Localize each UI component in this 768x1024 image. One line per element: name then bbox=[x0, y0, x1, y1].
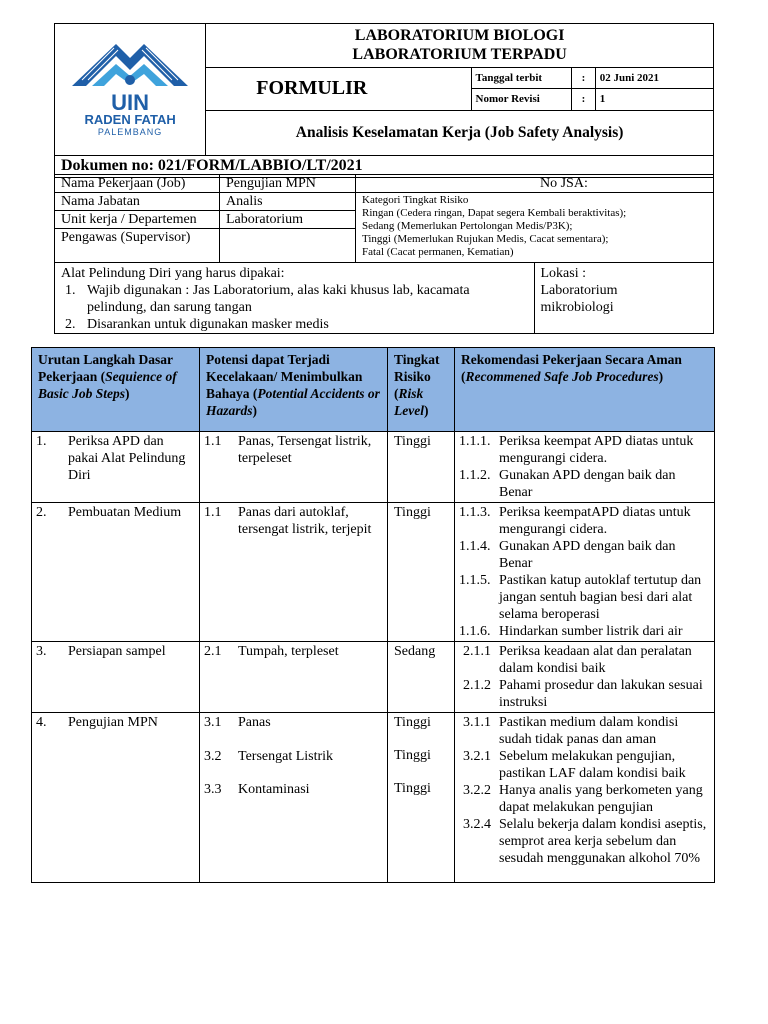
step-cell bbox=[32, 713, 200, 883]
analysis-title: Analisis Keselamatan Kerja (Job Safety Analysis) bbox=[206, 110, 714, 155]
lab-title: LABORATORIUM BIOLOGI bbox=[354, 27, 565, 45]
col-header-steps: Urutan Langkah Dasar Pekerjaan (Sequience of Basic Job Steps) bbox=[32, 348, 200, 432]
risk-level: Tinggi bbox=[394, 715, 431, 730]
revisi-value: 1 bbox=[595, 89, 713, 110]
apd-item bbox=[61, 316, 534, 333]
apd-item-text: Wajib digunakan : Jas Laboratorium, alas kaki khusus lab, kacamata pelindung, dan sarung tangan bbox=[87, 283, 470, 315]
logo-city: PALEMBANG bbox=[97, 127, 163, 138]
apd-item-number: 2. bbox=[65, 317, 76, 332]
rec-number: 1.1.2. bbox=[459, 468, 491, 483]
rec-number: 2.1.2 bbox=[463, 678, 491, 693]
step-number: 1. bbox=[36, 434, 47, 449]
rec-text: Pahami prosedur dan lakukan sesuai instruksi bbox=[499, 678, 703, 710]
step-number: 3. bbox=[36, 644, 47, 659]
rec-number: 3.2.1 bbox=[463, 749, 491, 764]
unit-label: Unit kerja / Departemen bbox=[55, 211, 220, 229]
tanggal-value: 02 Juni 2021 bbox=[595, 67, 713, 88]
nama-pekerjaan-value: Pengujian MPN bbox=[220, 175, 356, 193]
apd-cell bbox=[55, 263, 535, 334]
col-header-risk: Tingkat Risiko (Risk Level) bbox=[388, 348, 455, 432]
lokasi-cell bbox=[534, 263, 714, 334]
kategori-tinggi: Tinggi (Memerlukan Rujukan Medis, Cacat sementara); bbox=[362, 233, 609, 245]
jsa-table bbox=[31, 347, 715, 883]
document-header bbox=[54, 23, 714, 178]
rec-text: Periksa keadaan alat dan peralatan dalam kondisi baik bbox=[499, 644, 692, 676]
logo-subtitle: RADEN FATAH bbox=[84, 112, 176, 128]
job-info-table bbox=[54, 174, 714, 334]
nama-jabatan-label: Nama Jabatan bbox=[55, 193, 220, 211]
rec-text: Hindarkan sumber listrik dari air bbox=[499, 624, 683, 639]
step-number: 2. bbox=[36, 505, 47, 520]
rec-text: Pastikan medium dalam kondisi sudah tidak panas dan aman bbox=[499, 715, 679, 747]
apd-item-number: 1. bbox=[65, 283, 76, 298]
hazard-number: 3.3 bbox=[204, 782, 222, 797]
hazard-text: Tumpah, terpleset bbox=[238, 644, 339, 659]
no-jsa-label: No JSA: bbox=[534, 175, 714, 193]
hazard-text: Panas dari autoklaf, tersengat listrik, terjepit bbox=[238, 505, 372, 537]
nama-pekerjaan-label: Nama Pekerjaan (Job) bbox=[55, 175, 220, 193]
rec-text: Hanya analis yang berkometen yang dapat melakukan pengujian bbox=[499, 783, 703, 815]
col-header-recommend-title: Rekomendasi Pekerjaan Secara Aman bbox=[461, 352, 682, 367]
recommend-cell bbox=[455, 432, 715, 503]
rec-number: 3.2.4 bbox=[463, 817, 491, 832]
hazard-text: Kontaminasi bbox=[238, 782, 310, 797]
recommend-cell bbox=[455, 713, 715, 883]
risk-level: Tinggi bbox=[388, 432, 455, 503]
table-row bbox=[32, 713, 715, 883]
revisi-label: Nomor Revisi bbox=[471, 89, 572, 110]
table-row bbox=[32, 432, 715, 503]
step-cell bbox=[32, 503, 200, 642]
tanggal-colon: : bbox=[572, 67, 596, 88]
apd-item-text: Disarankan untuk digunakan masker medis bbox=[87, 317, 329, 332]
pengawas-label: Pengawas (Supervisor) bbox=[55, 229, 220, 263]
lab-title-cell bbox=[206, 24, 714, 68]
pengawas-value bbox=[220, 229, 356, 263]
lokasi-value: Laboratorium mikrobiologi bbox=[540, 283, 618, 315]
hazard-number: 2.1 bbox=[204, 644, 222, 659]
rec-text: Periksa keempatAPD diatas untuk mengurangi cidera. bbox=[499, 505, 691, 537]
col-header-hazards: Potensi dapat Terjadi Kecelakaan/ Menimbulkan Bahaya (Potential Accidents or Hazards) bbox=[200, 348, 388, 432]
step-text: Persiapan sampel bbox=[68, 644, 166, 659]
step-text: Pembuatan Medium bbox=[68, 505, 182, 520]
col-header-recommend: Rekomendasi Pekerjaan Secara Aman (Recommened Safe Job Procedures) bbox=[455, 348, 715, 432]
dokumen-number: Dokumen no: 021/FORM/LABBIO/LT/2021 bbox=[55, 155, 714, 177]
col-header-steps-en: Sequience of Basic Job Steps bbox=[38, 369, 177, 401]
hazard-cell bbox=[200, 713, 388, 883]
logo-mountain-icon bbox=[70, 40, 190, 88]
rec-text: Selalu bekerja dalam kondisi aseptis, semprot area kerja sebelum dan sesudah menggunakan alkohol 70% bbox=[499, 817, 707, 866]
hazard-cell bbox=[200, 642, 388, 713]
step-cell bbox=[32, 432, 200, 503]
step-text: Periksa APD dan pakai Alat Pelindung Diri bbox=[68, 434, 186, 483]
hazard-number: 3.2 bbox=[204, 749, 222, 764]
apd-item bbox=[61, 282, 534, 316]
risk-level: Tinggi bbox=[394, 781, 431, 796]
hazard-number: 1.1 bbox=[204, 434, 222, 449]
step-number: 4. bbox=[36, 715, 47, 730]
rec-text: Periksa keempat APD diatas untuk mengurangi cidera. bbox=[499, 434, 694, 466]
rec-text: Pastikan katup autoklaf tertutup dan jangan sentuh bagian besi dari alat selama beroperasi bbox=[499, 573, 702, 622]
kategori-risiko bbox=[356, 193, 714, 263]
col-header-risk-title: Tingkat Risiko bbox=[394, 352, 440, 384]
rec-number: 1.1.5. bbox=[459, 573, 491, 588]
logo-cell bbox=[55, 24, 206, 156]
empty-cell bbox=[356, 175, 535, 193]
lab-subtitle: LABORATORIUM TERPADU bbox=[352, 46, 567, 64]
kategori-fatal: Fatal (Cacat permanen, Kematian) bbox=[362, 246, 514, 258]
col-header-steps-title: Urutan Langkah Dasar Pekerjaan bbox=[38, 352, 173, 384]
hazard-text: Panas, Tersengat listrik, terpeleset bbox=[238, 434, 372, 466]
apd-title: Alat Pelindung Diri yang harus dipakai: bbox=[61, 266, 285, 281]
table-row bbox=[32, 642, 715, 713]
rec-number: 1.1.4. bbox=[459, 539, 491, 554]
rec-text: Gunakan APD dengan baik dan Benar bbox=[499, 468, 676, 500]
rec-number: 2.1.1 bbox=[463, 644, 491, 659]
recommend-cell bbox=[455, 503, 715, 642]
table-row bbox=[32, 503, 715, 642]
kategori-title: Kategori Tingkat Risiko bbox=[362, 194, 469, 206]
rec-number: 1.1.6. bbox=[459, 624, 491, 639]
hazard-cell bbox=[200, 503, 388, 642]
risk-level: Tinggi bbox=[394, 748, 431, 763]
rec-number: 3.1.1 bbox=[463, 715, 491, 730]
recommend-cell bbox=[455, 642, 715, 713]
hazard-cell bbox=[200, 432, 388, 503]
hazard-number: 1.1 bbox=[204, 505, 222, 520]
unit-value: Laboratorium bbox=[220, 211, 356, 229]
rec-text: Sebelum melakukan pengujian, pastikan LAF dalam kondisi baik bbox=[499, 749, 686, 781]
rec-text: Gunakan APD dengan baik dan Benar bbox=[499, 539, 676, 571]
rec-number: 1.1.1. bbox=[459, 434, 491, 449]
rec-number: 3.2.2 bbox=[463, 783, 491, 798]
hazard-number: 3.1 bbox=[204, 715, 222, 730]
rec-number: 1.1.3. bbox=[459, 505, 491, 520]
col-header-hazards-title: Potensi dapat Terjadi Kecelakaan/ Menimbulkan Bahaya bbox=[206, 352, 363, 401]
form-label: FORMULIR bbox=[206, 67, 471, 110]
col-header-recommend-en: Recommened Safe Job Procedures bbox=[465, 369, 659, 384]
risk-level: Tinggi bbox=[388, 503, 455, 642]
nama-jabatan-value: Analis bbox=[220, 193, 356, 211]
step-text: Pengujian MPN bbox=[68, 715, 158, 730]
col-header-risk-en: Risk Level bbox=[394, 386, 424, 418]
kategori-sedang: Sedang (Memerlukan Pertolongan Medis/P3K); bbox=[362, 220, 573, 232]
risk-level: Sedang bbox=[388, 642, 455, 713]
step-cell bbox=[32, 642, 200, 713]
logo-text: UIN bbox=[111, 90, 150, 116]
tanggal-label: Tanggal terbit bbox=[471, 67, 572, 88]
revisi-colon: : bbox=[572, 89, 596, 110]
col-header-hazards-en: Potential Accidents or Hazards bbox=[206, 386, 380, 418]
uin-logo bbox=[60, 40, 200, 138]
risk-cell bbox=[388, 713, 455, 883]
lokasi-label: Lokasi : bbox=[540, 266, 586, 281]
kategori-ringan: Ringan (Cedera ringan, Dapat segera Kembali beraktivitas); bbox=[362, 207, 627, 219]
hazard-text: Tersengat Listrik bbox=[238, 749, 334, 764]
hazard-text: Panas bbox=[238, 715, 271, 730]
